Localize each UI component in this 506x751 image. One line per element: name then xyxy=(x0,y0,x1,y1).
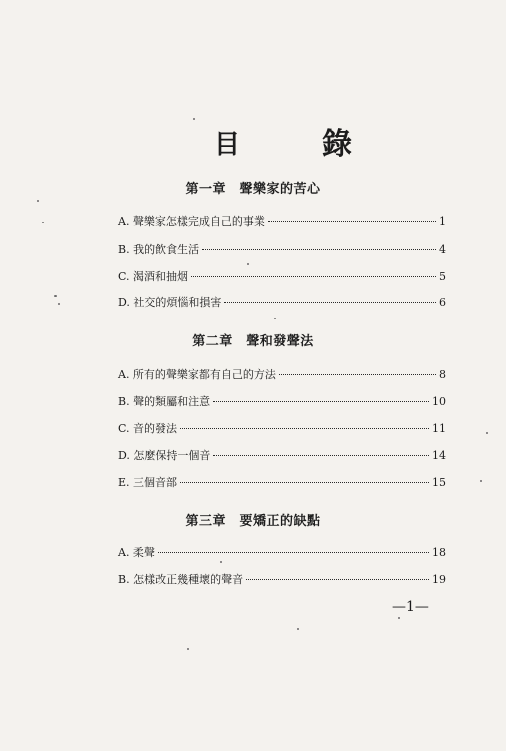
scan-speck xyxy=(193,118,195,120)
dot-leader xyxy=(213,401,429,402)
toc-entry-page: 14 xyxy=(432,449,446,462)
toc-entry-page: 8 xyxy=(439,368,446,381)
toc-entry[interactable] xyxy=(118,294,446,312)
scan-speck xyxy=(187,648,189,650)
scan-speck xyxy=(220,561,222,563)
toc-entry-page: 1 xyxy=(439,215,446,228)
toc-entry[interactable] xyxy=(118,393,446,411)
toc-entry[interactable] xyxy=(118,213,446,231)
toc-entry-label: A. 柔聲 xyxy=(118,546,155,559)
toc-entry-label: B. 聲的類屬和注意 xyxy=(118,395,211,408)
toc-entry[interactable] xyxy=(118,544,446,562)
toc-title-char-2: 錄 xyxy=(322,127,352,162)
toc-entry-page: 5 xyxy=(439,270,446,283)
toc-entry-page: 10 xyxy=(432,395,446,408)
toc-entry[interactable] xyxy=(118,420,446,438)
scan-speck xyxy=(486,432,488,434)
toc-entry-label: C. 渴酒和抽烟 xyxy=(118,270,189,283)
toc-entry-label: A. 所有的聲樂家都有自己的方法 xyxy=(118,368,276,381)
dot-leader xyxy=(202,249,436,250)
toc-entry-page: 11 xyxy=(432,422,446,435)
scan-speck xyxy=(480,480,482,482)
toc-entry-label: B. 我的飲食生活 xyxy=(118,243,200,256)
toc-entry[interactable] xyxy=(118,447,446,465)
scan-speck xyxy=(58,303,60,305)
dot-leader xyxy=(246,579,429,580)
toc-entry-label: C. 音的發法 xyxy=(118,422,178,435)
toc-title xyxy=(0,128,506,162)
toc-entry[interactable] xyxy=(118,366,446,384)
scan-speck xyxy=(42,222,44,223)
dot-leader xyxy=(180,482,429,483)
dot-leader xyxy=(224,302,436,303)
dot-leader xyxy=(158,552,429,553)
scan-speck xyxy=(297,628,299,630)
chapter-1-heading: 第一章 聲樂家的苦心 xyxy=(185,182,321,197)
toc-entry-label: A. 聲樂家怎樣完成自己的事業 xyxy=(118,215,265,228)
scan-speck xyxy=(398,617,400,619)
scan-speck xyxy=(37,200,39,202)
toc-entry[interactable] xyxy=(118,571,446,589)
toc-entry[interactable] xyxy=(118,241,446,259)
toc-entry-page: 19 xyxy=(432,573,446,586)
dot-leader xyxy=(213,455,429,456)
toc-entry-label: B. 怎樣改正幾種壞的聲音 xyxy=(118,573,244,586)
scan-speck xyxy=(54,295,57,297)
scan-speck xyxy=(247,263,249,265)
toc-entry-label: D. 社交的煩惱和損害 xyxy=(118,296,222,309)
toc-entry-page: 15 xyxy=(432,476,446,489)
page-number: —1— xyxy=(392,599,429,615)
dot-leader xyxy=(180,428,429,429)
toc-entry-page: 4 xyxy=(439,243,446,256)
toc-entry-label: E. 三個音部 xyxy=(118,476,178,489)
toc-title-char-1: 目 xyxy=(214,130,241,160)
dot-leader xyxy=(279,374,436,375)
chapter-2-heading: 第二章 聲和發聲法 xyxy=(192,334,314,349)
toc-entry-page: 6 xyxy=(439,296,446,309)
dot-leader xyxy=(268,221,436,222)
toc-entry-page: 18 xyxy=(432,546,446,559)
toc-entry[interactable] xyxy=(118,268,446,286)
toc-entry-label: D. 怎麼保持一個音 xyxy=(118,449,211,462)
chapter-3-heading: 第三章 要矯正的缺點 xyxy=(185,514,321,529)
toc-entry[interactable] xyxy=(118,474,446,492)
dot-leader xyxy=(191,276,436,277)
scan-speck xyxy=(274,318,276,319)
